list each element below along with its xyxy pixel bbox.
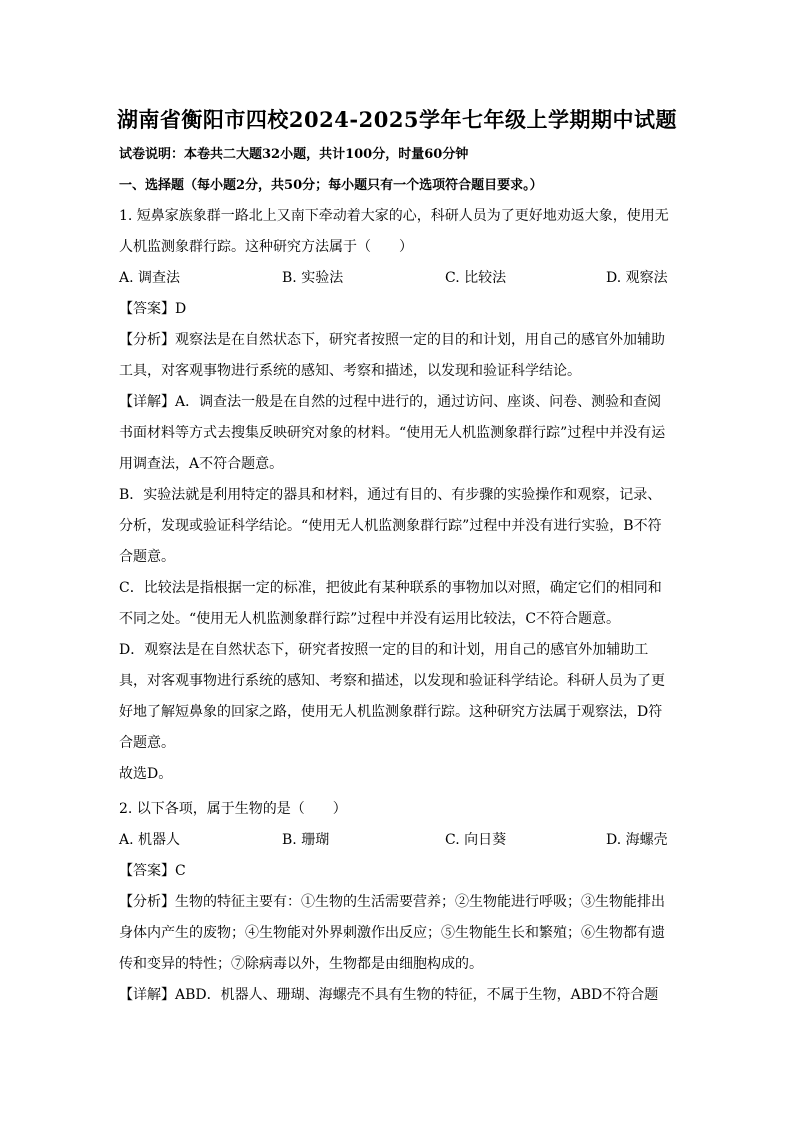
q2-detail-line: 【详解】ABD．机器人、珊瑚、海螺壳不具有生物的特征，不属于生物，ABD不符合题 (119, 987, 659, 1003)
q2-answer: 【答案】C (119, 863, 186, 879)
q2-option-a: A. 机器人 (119, 832, 181, 848)
q1-detail-line: 书面材料等方式去搜集反映研究对象的材料。“使用无人机监测象群行踪”过程中并没有运 (119, 425, 666, 441)
q1-stem-line: 人机监测象群行踪。这种研究方法属于（ ） (119, 239, 413, 255)
q1-detail-line: 具，对客观事物进行系统的感知、考察和描述，以发现和验证科学结论。科研人员为了更 (119, 673, 665, 689)
q1-detail-line: B．实验法就是利用特定的器具和材料，通过有目的、有步骤的实验操作和观察，记录、 (119, 487, 662, 503)
q1-analysis-line: 工具，对客观事物进行系统的感知、考察和描述，以发现和验证科学结论。 (119, 363, 581, 379)
q1-detail-line: D．观察法是在自然状态下，研究者按照一定的目的和计划，用自己的感官外加辅助工 (119, 642, 649, 658)
section-heading: 一、选择题（每小题2分，共50分；每小题只有一个选项符合题目要求。） (119, 178, 543, 193)
q1-detail-line: 合题意。 (119, 549, 175, 565)
q2-option-b: B. 珊瑚 (282, 832, 330, 848)
q1-detail-line: 分析，发现或验证科学结论。“使用无人机监测象群行踪”过程中并没有进行实验，B不符 (119, 518, 662, 534)
q1-detail-line: 合题意。 (119, 735, 175, 751)
q2-analysis-line: 传和变异的特性；⑦除病毒以外，生物都是由细胞构成的。 (119, 956, 483, 972)
q2-analysis-line: 身体内产生的废物；④生物能对外界刺激作出反应；⑤生物能生长和繁殖；⑥生物都有遗 (119, 925, 665, 941)
q1-detail-line: 【详解】A．调查法一般是在自然的过程中进行的，通过访问、座谈、问卷、测验和查阅 (119, 394, 662, 410)
q1-option-b: B. 实验法 (282, 270, 344, 286)
q1-option-d: D. 观察法 (606, 270, 668, 286)
page-title: 湖南省衡阳市四校2024-2025学年七年级上学期期中试题 (116, 107, 678, 132)
q1-answer: 【答案】D (119, 301, 187, 317)
q1-detail-line: 好地了解短鼻象的回家之路，使用无人机监测象群行踪。这种研究方法属于观察法，D符 (119, 704, 663, 720)
q1-detail-line: 不同之处。“使用无人机监测象群行踪”过程中并没有运用比较法，C不符合题意。 (119, 611, 621, 627)
q1-stem-line: 1. 短鼻家族象群一路北上又南下牵动着大家的心，科研人员为了更好地劝返大象，使用无 (119, 208, 669, 224)
q2-stem-line: 2. 以下各项，属于生物的是（ ） (119, 801, 347, 817)
exam-intro: 试卷说明：本卷共二大题32小题，共计100分，时量60分钟 (119, 147, 469, 162)
q1-detail-line: 故选D。 (119, 766, 173, 782)
q1-analysis-line: 【分析】观察法是在自然状态下，研究者按照一定的目的和计划，用自己的感官外加辅助 (119, 332, 665, 348)
q1-detail-line: C．比较法是指根据一定的标准，把彼此有某种联系的事物加以对照，确定它们的相同和 (119, 580, 662, 596)
q2-option-c: C. 向日葵 (445, 832, 507, 848)
q2-option-d: D. 海螺壳 (606, 832, 668, 848)
q1-detail-line: 用调查法，A不符合题意。 (119, 456, 284, 472)
q2-analysis-line: 【分析】生物的特征主要有：①生物的生活需要营养；②生物能进行呼吸；③生物能排出 (119, 894, 665, 910)
q1-option-c: C. 比较法 (445, 270, 507, 286)
q1-option-a: A. 调查法 (119, 270, 181, 286)
